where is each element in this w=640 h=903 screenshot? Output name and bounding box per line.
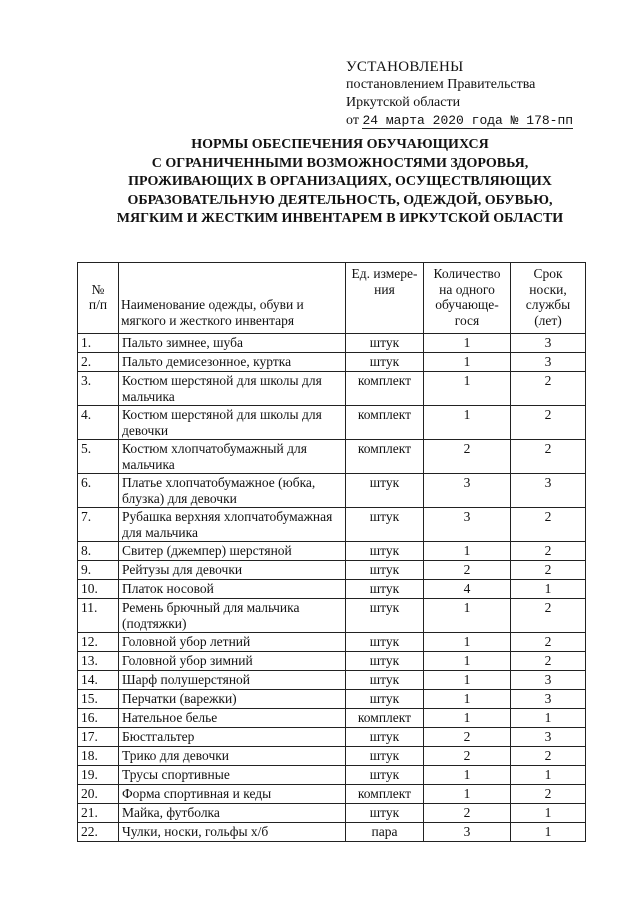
header-qty-line: Количество xyxy=(433,266,501,281)
row-num: 16. xyxy=(78,709,119,728)
row-num: 3. xyxy=(78,372,119,406)
row-num: 4. xyxy=(78,406,119,440)
row-unit: штук xyxy=(346,652,424,671)
row-item-name: Рубашка верхняя хлопчатобумажная для мальчика xyxy=(119,508,346,542)
row-item-name: Платок носовой xyxy=(119,580,346,599)
row-term: 3 xyxy=(511,353,586,372)
row-num: 6. xyxy=(78,474,119,508)
row-quantity: 1 xyxy=(424,334,511,353)
row-unit: штук xyxy=(346,747,424,766)
row-quantity: 2 xyxy=(424,804,511,823)
approval-date-number: 24 марта 2020 года № 178-пп xyxy=(362,113,574,128)
row-quantity: 3 xyxy=(424,823,511,842)
row-item-name: Головной убор зимний xyxy=(119,652,346,671)
row-unit: штук xyxy=(346,690,424,709)
approval-line-1: постановлением Правительства xyxy=(346,77,536,92)
row-num: 18. xyxy=(78,747,119,766)
row-unit: штук xyxy=(346,671,424,690)
table-row xyxy=(78,372,586,406)
header-num-line: № xyxy=(91,281,105,297)
row-quantity: 1 xyxy=(424,406,511,440)
row-term: 2 xyxy=(511,599,586,633)
header-name xyxy=(119,263,346,334)
row-num: 1. xyxy=(78,334,119,353)
table-row xyxy=(78,599,586,633)
row-term: 3 xyxy=(511,671,586,690)
header-term xyxy=(511,263,586,334)
header-qty xyxy=(424,263,511,334)
approval-line-2: Иркутской области xyxy=(346,95,461,110)
row-num: 12. xyxy=(78,633,119,652)
row-item-name: Бюстгальтер xyxy=(119,728,346,747)
header-unit xyxy=(346,263,424,334)
header-name-line: мягкого и жесткого инвентаря xyxy=(121,312,295,328)
row-term: 3 xyxy=(511,474,586,508)
row-item-name: Трико для девочки xyxy=(119,747,346,766)
table-row xyxy=(78,652,586,671)
header-term-line: Срок xyxy=(533,266,563,281)
row-term: 3 xyxy=(511,690,586,709)
row-unit: штук xyxy=(346,542,424,561)
table-row xyxy=(78,580,586,599)
table-row xyxy=(78,633,586,652)
row-quantity: 1 xyxy=(424,709,511,728)
row-quantity: 1 xyxy=(424,652,511,671)
table-row xyxy=(78,823,586,842)
row-quantity: 1 xyxy=(424,542,511,561)
header-unit-line: ния xyxy=(374,281,395,297)
row-num: 10. xyxy=(78,580,119,599)
row-num: 5. xyxy=(78,440,119,474)
row-item-name: Трусы спортивные xyxy=(119,766,346,785)
header-term-line: службы xyxy=(525,297,571,312)
header-term-line: носки, xyxy=(529,281,567,297)
row-item-name: Костюм шерстяной для школы для девочки xyxy=(119,406,346,440)
row-quantity: 1 xyxy=(424,633,511,652)
row-term: 1 xyxy=(511,580,586,599)
row-term: 2 xyxy=(511,440,586,474)
row-item-name: Костюм шерстяной для школы для мальчика xyxy=(119,372,346,406)
row-quantity: 1 xyxy=(424,599,511,633)
row-quantity: 2 xyxy=(424,440,511,474)
row-item-name: Пальто зимнее, шуба xyxy=(119,334,346,353)
document-title xyxy=(70,136,610,229)
row-item-name: Костюм хлопчатобумажный для мальчика xyxy=(119,440,346,474)
row-unit: пара xyxy=(346,823,424,842)
table-row xyxy=(78,690,586,709)
title-line: С ОГРАНИЧЕННЫМИ ВОЗМОЖНОСТЯМИ ЗДОРОВЬЯ, xyxy=(151,155,529,171)
header-name-line: Наименование одежды, обуви и xyxy=(121,297,304,312)
row-num: 11. xyxy=(78,599,119,633)
table-row xyxy=(78,709,586,728)
row-num: 7. xyxy=(78,508,119,542)
row-item-name: Ремень брючный для мальчика (подтяжки) xyxy=(119,599,346,633)
row-quantity: 3 xyxy=(424,508,511,542)
header-qty-line: обучающе- xyxy=(435,297,499,312)
table-row xyxy=(78,474,586,508)
table-row xyxy=(78,406,586,440)
row-item-name: Платье хлопчатобумажное (юбка, блузка) для девочки xyxy=(119,474,346,508)
row-term: 2 xyxy=(511,652,586,671)
row-num: 9. xyxy=(78,561,119,580)
row-quantity: 2 xyxy=(424,728,511,747)
row-num: 14. xyxy=(78,671,119,690)
row-term: 2 xyxy=(511,372,586,406)
row-quantity: 3 xyxy=(424,474,511,508)
row-term: 1 xyxy=(511,804,586,823)
row-item-name: Перчатки (варежки) xyxy=(119,690,346,709)
approval-heading: УСТАНОВЛЕНЫ xyxy=(346,59,464,75)
row-num: 13. xyxy=(78,652,119,671)
row-term: 1 xyxy=(511,766,586,785)
row-num: 21. xyxy=(78,804,119,823)
row-num: 17. xyxy=(78,728,119,747)
table-row xyxy=(78,804,586,823)
row-unit: штук xyxy=(346,334,424,353)
row-item-name: Пальто демисезонное, куртка xyxy=(119,353,346,372)
row-quantity: 2 xyxy=(424,561,511,580)
approval-prefix: от xyxy=(346,113,359,128)
table-row xyxy=(78,785,586,804)
table-row xyxy=(78,747,586,766)
header-qty-line: гося xyxy=(454,312,480,328)
row-term: 2 xyxy=(511,561,586,580)
row-quantity: 1 xyxy=(424,690,511,709)
row-item-name: Рейтузы для девочки xyxy=(119,561,346,580)
row-unit: комплект xyxy=(346,406,424,440)
norms-table xyxy=(77,262,586,842)
row-quantity: 2 xyxy=(424,747,511,766)
row-num: 19. xyxy=(78,766,119,785)
row-term: 3 xyxy=(511,728,586,747)
row-unit: штук xyxy=(346,474,424,508)
header-term-line: (лет) xyxy=(534,312,562,328)
row-item-name: Майка, футболка xyxy=(119,804,346,823)
row-item-name: Головной убор летний xyxy=(119,633,346,652)
table-row xyxy=(78,353,586,372)
row-item-name: Нательное белье xyxy=(119,709,346,728)
title-line: ПРОЖИВАЮЩИХ В ОРГАНИЗАЦИЯХ, ОСУЩЕСТВЛЯЮЩИХ xyxy=(128,174,552,189)
table-row xyxy=(78,542,586,561)
title-line: НОРМЫ ОБЕСПЕЧЕНИЯ ОБУЧАЮЩИХСЯ xyxy=(191,137,489,152)
row-term: 2 xyxy=(511,785,586,804)
row-term: 2 xyxy=(511,633,586,652)
approval-block xyxy=(346,58,573,130)
row-item-name: Чулки, носки, гольфы х/б xyxy=(119,823,346,842)
row-item-name: Форма спортивная и кеды xyxy=(119,785,346,804)
title-line: ОБРАЗОВАТЕЛЬНУЮ ДЕЯТЕЛЬНОСТЬ, ОДЕЖДОЙ, ОБУВЬЮ, xyxy=(127,192,553,208)
header-unit-line: Ед. измере- xyxy=(351,266,418,281)
row-term: 2 xyxy=(511,406,586,440)
row-num: 2. xyxy=(78,353,119,372)
table-row xyxy=(78,334,586,353)
table-row xyxy=(78,440,586,474)
row-quantity: 1 xyxy=(424,766,511,785)
row-unit: штук xyxy=(346,728,424,747)
header-num-line: п/п xyxy=(88,297,108,312)
table-row xyxy=(78,671,586,690)
row-unit: штук xyxy=(346,599,424,633)
row-term: 2 xyxy=(511,508,586,542)
row-item-name: Свитер (джемпер) шерстяной xyxy=(119,542,346,561)
row-quantity: 4 xyxy=(424,580,511,599)
header-qty-line: на одного xyxy=(439,281,495,297)
row-quantity: 1 xyxy=(424,785,511,804)
row-term: 3 xyxy=(511,334,586,353)
table-row xyxy=(78,766,586,785)
title-line: МЯГКИМ И ЖЕСТКИМ ИНВЕНТАРЕМ В ИРКУТСКОЙ ОБЛАСТИ xyxy=(116,211,564,226)
row-quantity: 1 xyxy=(424,671,511,690)
row-num: 22. xyxy=(78,823,119,842)
row-quantity: 1 xyxy=(424,372,511,406)
row-unit: штук xyxy=(346,804,424,823)
row-unit: комплект xyxy=(346,440,424,474)
row-quantity: 1 xyxy=(424,353,511,372)
row-unit: штук xyxy=(346,766,424,785)
approval-date-line xyxy=(346,112,573,130)
row-term: 2 xyxy=(511,542,586,561)
row-term: 1 xyxy=(511,709,586,728)
row-unit: штук xyxy=(346,353,424,372)
row-unit: штук xyxy=(346,633,424,652)
row-unit: комплект xyxy=(346,785,424,804)
row-term: 2 xyxy=(511,747,586,766)
row-num: 15. xyxy=(78,690,119,709)
row-unit: комплект xyxy=(346,372,424,406)
row-num: 20. xyxy=(78,785,119,804)
row-unit: штук xyxy=(346,561,424,580)
row-unit: штук xyxy=(346,508,424,542)
row-unit: штук xyxy=(346,580,424,599)
table-row xyxy=(78,508,586,542)
table-header-row xyxy=(78,263,586,334)
row-num: 8. xyxy=(78,542,119,561)
row-item-name: Шарф полушерстяной xyxy=(119,671,346,690)
header-num xyxy=(78,263,119,334)
table-row xyxy=(78,728,586,747)
table-row xyxy=(78,561,586,580)
row-term: 1 xyxy=(511,823,586,842)
row-unit: комплект xyxy=(346,709,424,728)
